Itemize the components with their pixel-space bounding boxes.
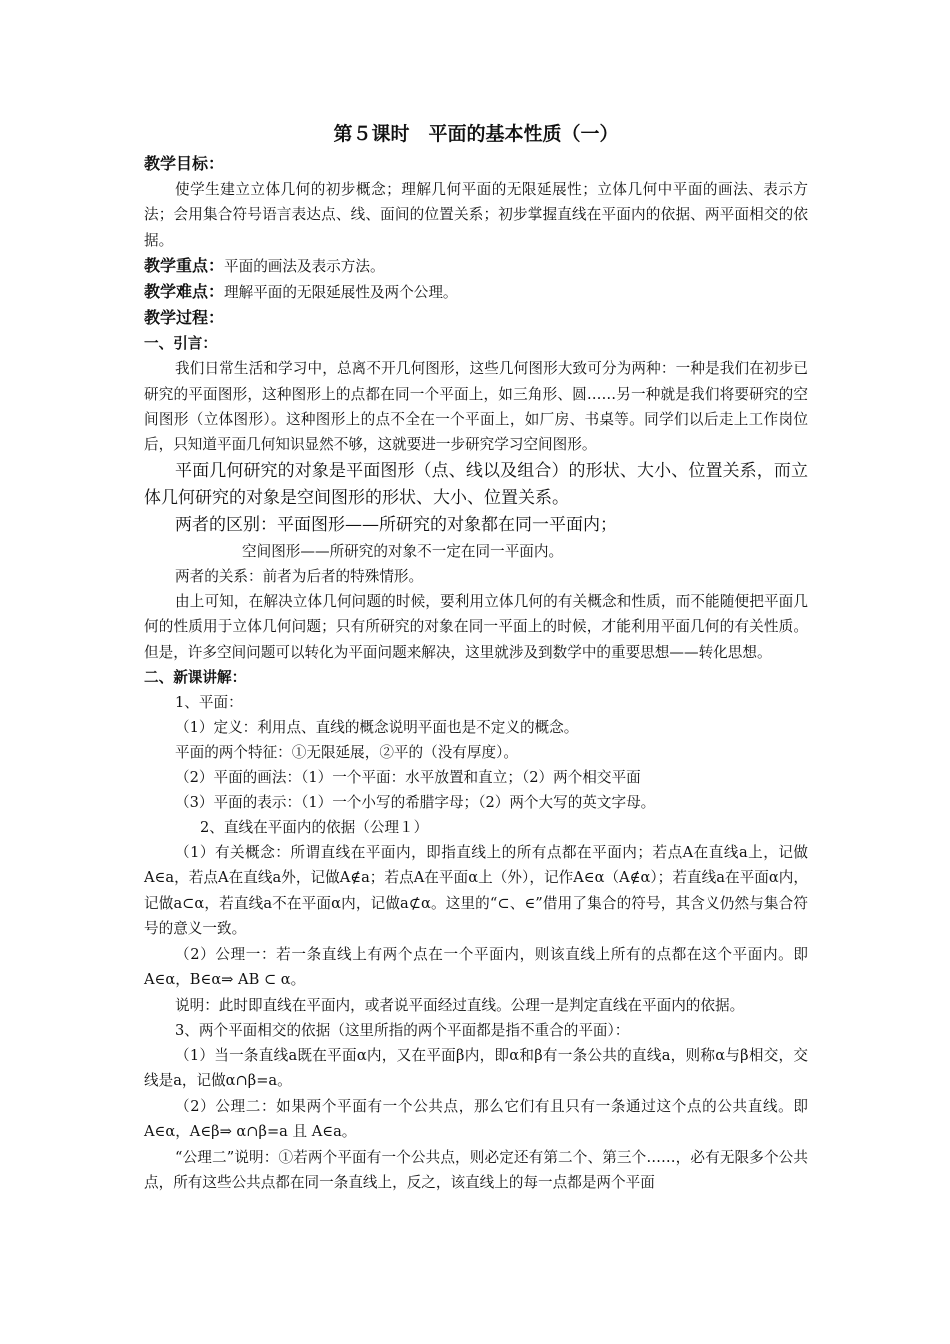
process-label: 教学过程： xyxy=(144,308,225,328)
section-2-heading: 2、直线在平面内的依据（公理１） xyxy=(200,819,429,837)
section-1-heading: 1、平面： xyxy=(175,694,243,712)
key-point-text: 平面的画法及表示方法。 xyxy=(224,258,385,276)
difficulty-text: 理解平面的无限延展性及两个公理。 xyxy=(224,284,458,302)
key-point-line xyxy=(144,253,808,279)
objectives-label: 教学目标： xyxy=(144,154,225,173)
section-3-heading: 3、两个平面相交的依据（这里所指的两个平面都是指不重合的平面）： xyxy=(175,1021,630,1039)
process-line xyxy=(144,305,808,331)
intro-heading: 一、引言： xyxy=(144,335,217,353)
page-title: 第５课时 平面的基本性质（一） xyxy=(333,123,619,145)
intro-paragraph-6: 由上可知，在解决立体几何问题的时候，要利用立体几何的有关概念和性质，而不能随便把平面几何的性质用于立体几何问题；只有所研究的对象在同一平面上的时候，才能利用平面几何的有关性质。但是，许多空间问题可以转化为平面问题来解决，这里就涉及到数学中的重要思想——转化思想。 xyxy=(144,592,808,661)
axiom-2: （2）公理二：如果两个平面有一个公共点，那么它们有且只有一条通过这个点的公共直线。即 A∈α，A∈β⇒ α∩β=a 且 A∈a。 xyxy=(144,1097,808,1141)
difficulty-label: 教学难点： xyxy=(144,282,225,302)
key-point-label: 教学重点： xyxy=(144,256,225,276)
intro-relationship: 两者的关系：前者为后者的特殊情形。 xyxy=(175,567,424,585)
plane-features: 平面的两个特征：①无限延展，②平的（没有厚度）。 xyxy=(175,744,518,762)
axiom-1-note: 说明：此时即直线在平面内，或者说平面经过直线。公理一是判定直线在平面内的依据。 xyxy=(175,996,745,1014)
difficulty-line xyxy=(144,279,808,305)
intro-difference-space: 空间图形——所研究的对象不一定在同一平面内。 xyxy=(242,542,564,560)
section-2-concepts: （1）有关概念：所谓直线在平面内，即指直线上的所有点都在平面内；若点A在直线a上，记做A∈a，若点A在直线a外，记做A∉a；若点A在平面α上（外），记作A∈α（A∉α）；若直线a在平面α内，记做a⊂α，若直线a不在平面α内，记做a⊄α。这里的“⊂、∈”借用了集合的符号，其含义仍然与集合符号的意义一致。 xyxy=(144,844,808,938)
plane-definition: （1）定义：利用点、直线的概念说明平面也是不定义的概念。 xyxy=(175,719,579,737)
intro-paragraph-1: 我们日常生活和学习中，总离不开几何图形，这些几何图形大致可分为两种：一种是我们在初步已研究的平面图形，这种图形上的点都在同一个平面上，如三角形、圆……另一种就是我们将要研究的空间图形（立体图形）。这种图形上的点不全在一个平面上，如厂房、书桌等。同学们以后走上工作岗位后，只知道平面几何知识显然不够，这就要进一步研究学习空间图形。 xyxy=(144,360,808,454)
intro-difference-plane: 两者的区别：平面图形——所研究的对象都在同一平面内； xyxy=(175,514,617,535)
plane-representation: （3）平面的表示：（1）一个小写的希腊字母；（2）两个大写的英文字母。 xyxy=(175,794,656,812)
axiom-2-note: “公理二”说明：①若两个平面有一个公共点，则必定还有第二个、第三个……，必有无限多个公共点，所有这些公共点都在同一条直线上，反之，该直线上的每一点都是两个平面 xyxy=(144,1148,808,1191)
objectives-text: 使学生建立立体几何的初步概念；理解几何平面的无限延展性；立体几何中平面的画法、表示方法；会用集合符号语言表达点、线、面间的位置关系；初步掌握直线在平面内的依据、两平面相交的依据。 xyxy=(144,181,808,249)
intro-paragraph-2: 平面几何研究的对象是平面图形（点、线以及组合）的形状、大小、位置关系，而立体几何研究的对象是空间图形的形状、大小、位置关系。 xyxy=(144,460,808,508)
axiom-1: （2）公理一：若一条直线上有两个点在一个平面内，则该直线上所有的点都在这个平面内。即 A∈α，B∈α⇒ AB ⊂ α。 xyxy=(144,945,808,989)
objectives-heading xyxy=(144,151,808,177)
section-3-intersection: （1）当一条直线a既在平面α内，又在平面β内，即α和β有一条公共的直线a，则称α与β相交，交线是a，记做α∩β=a。 xyxy=(144,1046,808,1090)
document-page xyxy=(144,118,808,1195)
lesson-heading: 二、新课讲解： xyxy=(144,669,247,687)
plane-drawing: （2）平面的画法：（1）一个平面：水平放置和直立；（2）两个相交平面 xyxy=(175,769,641,787)
